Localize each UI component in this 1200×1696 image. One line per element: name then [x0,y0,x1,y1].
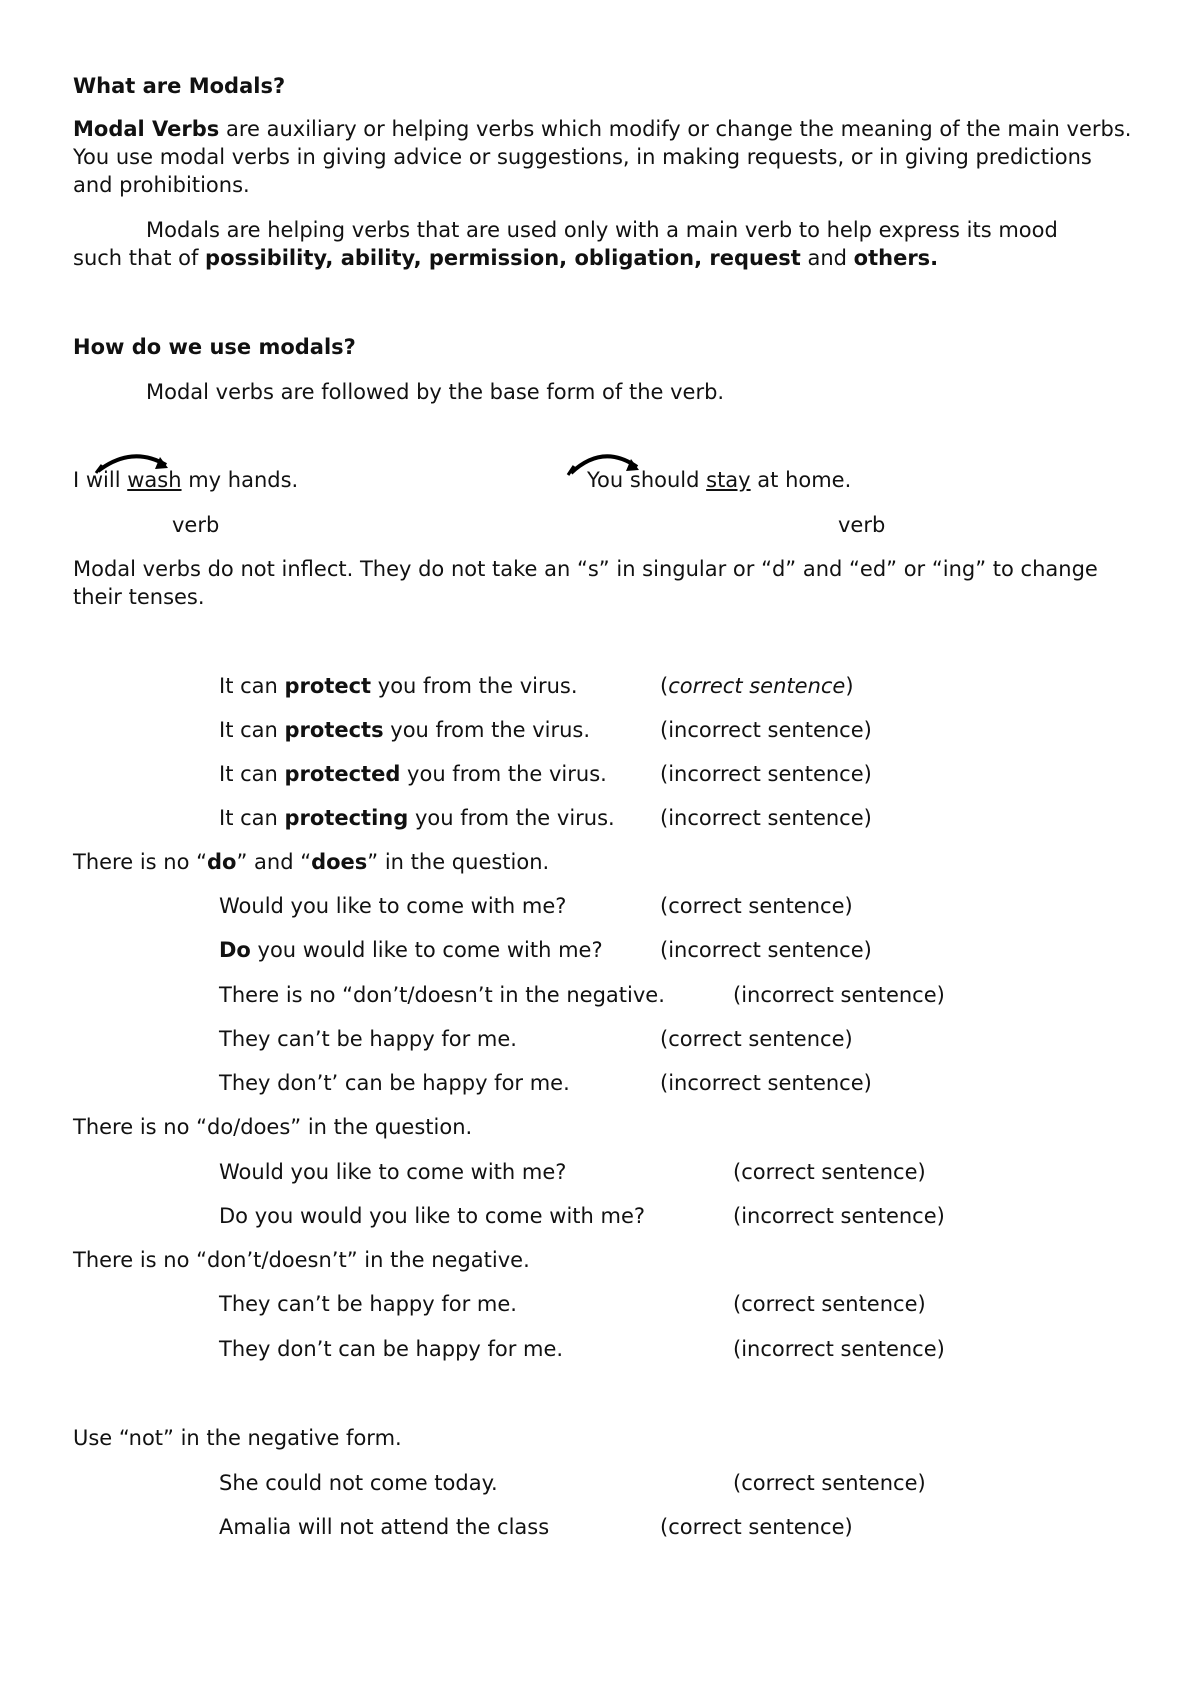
section-heading-what-are-modals: What are Modals? [73,74,286,98]
modals-paragraph-line1: Modals are helping verbs that are used only with a main verb to help express its mood [146,218,1058,242]
example-row: Would you like to come with me? [219,1160,567,1184]
sentence-tag: (incorrect sentence) [733,1337,945,1361]
example-row: They can’t be happy for me. [219,1027,517,1051]
rule-use-not: Use “not” in the negative form. [73,1426,402,1450]
sentence-tag: (incorrect sentence) [660,938,872,962]
definition-paragraph: Modal Verbs are auxiliary or helping verbs which modify or change the meaning of the main verbs. You use modal verbs in giving advice or suggestions, in making requests, or in giving predictions and prohibitions. [73,117,1132,197]
rule-no-do-does: There is no “do” and “does” in the question. [73,850,550,874]
sentence-tag: (correct sentence) [733,1471,926,1495]
example-row: They don’t can be happy for me. [219,1337,564,1361]
inflection-note: Modal verbs do not inflect. They do not take an “s” in singular or “d” and “ed” or “ing” to change their tenses. [73,557,1098,609]
verb-label-2: verb [838,513,886,537]
example-row: It can protecting you from the virus. [219,806,615,830]
example-row: Amalia will not attend the class [219,1515,550,1539]
verb-label-1: verb [172,513,220,537]
sentence-tag: (incorrect sentence) [660,718,872,742]
modals-paragraph-line2: such that of possibility, ability, permission, obligation, request and others. [73,246,939,270]
section-heading-how-to-use: How do we use modals? [73,335,356,359]
example-row: There is no “don’t/doesn’t in the negative. [219,983,665,1007]
sentence-tag: (correct sentence) [733,1292,926,1316]
example-row: It can protected you from the virus. [219,762,607,786]
sentence-tag: (correct sentence) [660,894,853,918]
example-should-stay: You should stay at home. [587,468,852,492]
sentence-tag: (correct sentence) [660,1027,853,1051]
sentence-tag: (incorrect sentence) [660,806,872,830]
example-row: They don’t’ can be happy for me. [219,1071,570,1095]
sentence-tag: (correct sentence) [660,674,854,698]
sentence-tag: (correct sentence) [660,1515,853,1539]
sentence-tag: (incorrect sentence) [733,1204,945,1228]
rule-no-dont-doesnt: There is no “don’t/doesn’t” in the negative. [73,1248,530,1272]
example-row: It can protect you from the virus. [219,674,578,698]
sentence-tag: (correct sentence) [733,1160,926,1184]
rule-no-do-does-2: There is no “do/does” in the question. [73,1115,473,1139]
example-row: They can’t be happy for me. [219,1292,517,1316]
sentence-tag: (incorrect sentence) [660,1071,872,1095]
example-row: It can protects you from the virus. [219,718,591,742]
example-row: Do you would like to come with me? [219,938,603,962]
sentence-tag: (incorrect sentence) [660,762,872,786]
example-row: She could not come today. [219,1471,498,1495]
sentence-tag: (incorrect sentence) [733,983,945,1007]
example-will-wash: I will wash my hands. [73,468,299,492]
example-row: Would you like to come with me? [219,894,567,918]
example-row: Do you would you like to come with me? [219,1204,646,1228]
base-form-intro: Modal verbs are followed by the base form of the verb. [146,380,725,404]
